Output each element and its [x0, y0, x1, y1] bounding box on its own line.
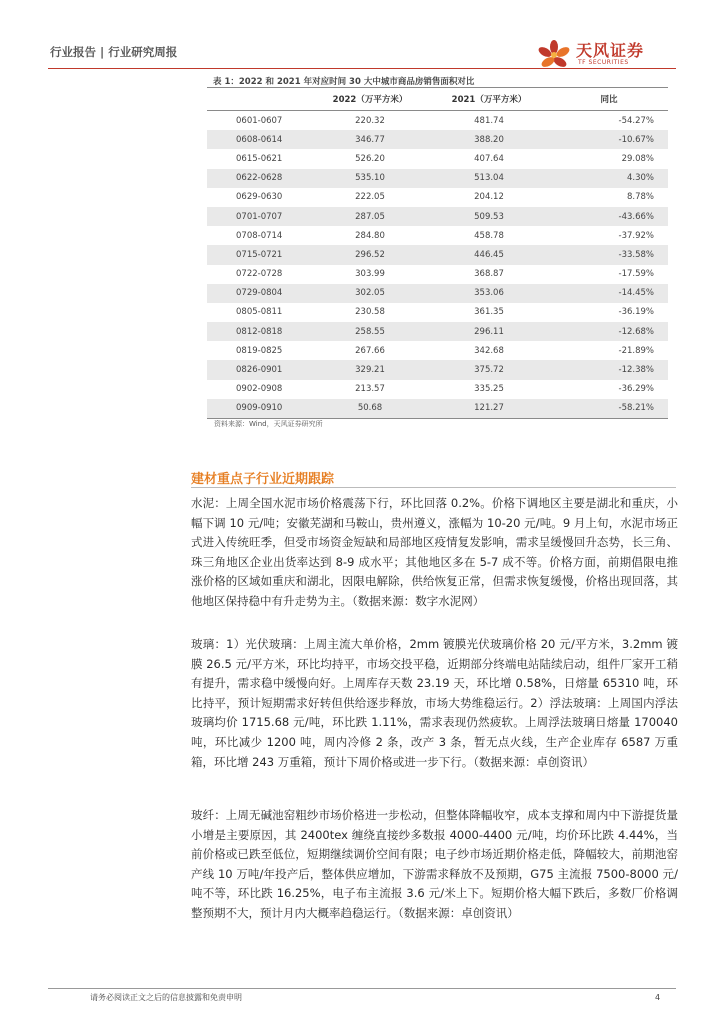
table-cell: -21.89%	[618, 345, 654, 356]
table-cell: 302.05	[312, 284, 428, 303]
table-cell: 287.05	[312, 207, 428, 226]
table-cell: 368.87	[474, 269, 504, 280]
table-row	[207, 188, 668, 207]
section-title: 建材重点子行业近期跟踪	[191, 472, 335, 487]
table-row	[207, 207, 668, 226]
table-cell: 0826-0901	[207, 360, 312, 379]
table-cell: 0622-0628	[207, 169, 312, 188]
table-row	[207, 303, 668, 322]
table-cell: 29.08%	[621, 153, 654, 164]
table-row	[207, 322, 668, 341]
table-row	[207, 399, 668, 419]
table-header-row	[207, 88, 668, 111]
sales-area-table	[207, 87, 668, 419]
table-title: 表 1：2022 和 2021 年对应时间 30 大中城市商品房销售面积对比	[213, 77, 475, 87]
table-row	[207, 111, 668, 131]
table-cell: 0601-0607	[236, 115, 283, 126]
table-row	[207, 284, 668, 303]
table-cell: 213.57	[355, 384, 385, 395]
table-cell: -14.45%	[550, 284, 668, 303]
table-cell: 388.20	[428, 130, 550, 149]
table-cell: 353.06	[428, 284, 550, 303]
table-cell: 526.20	[355, 153, 385, 164]
table-cell: -10.67%	[550, 130, 668, 149]
table-cell: 509.53	[428, 207, 550, 226]
table-cell: 0715-0721	[207, 245, 312, 264]
table-row	[207, 169, 668, 188]
table-cell: 258.55	[312, 322, 428, 341]
page-number: 4	[655, 993, 661, 1002]
table-header-cell	[207, 88, 312, 111]
table-cell: 458.78	[474, 230, 504, 241]
table-cell: 361.35	[474, 307, 504, 318]
table-cell: 0708-0714	[236, 230, 283, 241]
page-header	[48, 38, 676, 70]
table-cell: 204.12	[474, 192, 504, 203]
brand-name: 天风证券	[576, 41, 645, 60]
flower-logo-icon	[526, 38, 574, 70]
table-cell: 267.66	[355, 345, 385, 356]
table-header-cell: 2022（万平方米）	[312, 88, 428, 111]
table-row	[207, 149, 668, 168]
table-cell: -33.58%	[550, 245, 668, 264]
table-cell: 296.11	[428, 322, 550, 341]
table-cell: 481.74	[474, 115, 504, 126]
brand-logo	[526, 38, 676, 70]
table-cell: 0629-0630	[236, 192, 283, 203]
table-cell: 222.05	[355, 192, 385, 203]
table-cell: 535.10	[312, 169, 428, 188]
fiberglass-paragraph: 玻纤：上周无碱池窑粗纱市场价格进一步松动，但整体降幅收窄，成本支撑和周内中下游提货量小增是主要原因，其 2400tex 缠绕直接纱多数报 4000-4400 元/吨，均价环比跌 4.44%，当前价格或已跌至低位，短期继续调价空间有限；电子纱市场近期价格走低，降幅较大，前期池窑产线 10 万吨/年投产后，整体供应增加，下游需求释放不及预期，G75 主流报 7500-8000 元/吨不等，环比跌 16.25%，电子布主流报 3.6 元/米上下。短期价格大幅下跌后，多数厂价格调整预期不大，预计月内大概率趋稳运行。（数据来源：卓创资讯）	[191, 808, 678, 920]
table-cell: 8.78%	[626, 192, 654, 203]
table-cell: 0805-0811	[236, 307, 283, 318]
footer-disclaimer: 请务必阅读正文之后的信息披露和免责申明	[90, 993, 242, 1002]
table-cell: -12.68%	[550, 322, 668, 341]
table-cell: -54.27%	[618, 115, 654, 126]
table-cell: 407.64	[474, 153, 504, 164]
table-cell: -43.66%	[550, 207, 668, 226]
glass-paragraph: 玻璃：1）光伏玻璃：上周主流大单价格，2mm 镀膜光伏玻璃价格 20 元/平方米，3.2mm 镀膜 26.5 元/平方米，环比均持平，市场交投平稳，近期部分终端电站陆续启动，组件厂家开工稍有提升，需求稳中缓慢向好。上周库存天数 23.19 天，环比增 0.58%，日熔量 65310 吨，环比持平，预计短期需求好转但供给逐步释放，市场大势维稳运行。2）浮法玻璃：上周国内浮法玻璃均价 1715.68 元/吨，环比跌 1.11%，需求表现仍然疲软。上周浮法玻璃日熔量 170040 吨，环比减少 1200 吨，周内冷修 2 条，改产 3 条，暂无点火线，生产企业库存 6587 万重箱，环比增 243 万重箱，预计下周价格或进一步下行。（数据来源：卓创资讯）	[191, 637, 678, 769]
table-cell: -37.92%	[618, 230, 654, 241]
table-cell: 329.21	[312, 360, 428, 379]
breadcrumb: 行业报告 | 行业研究周报	[50, 45, 178, 59]
table-cell: 303.99	[355, 269, 385, 280]
table-cell: -12.38%	[550, 360, 668, 379]
table-cell: 284.80	[355, 230, 385, 241]
table-row	[207, 265, 668, 284]
table-cell: 0729-0804	[207, 284, 312, 303]
table-cell: 0819-0825	[236, 345, 283, 356]
cement-paragraph: 水泥：上周全国水泥市场价格震荡下行，环比回落 0.2%。价格下调地区主要是湖北和重庆，小幅下调 10 元/吨；安徽芜湖和马鞍山，贵州遵义，涨幅为 10-20 元/吨。9 月上旬，水泥市场正式进入传统旺季，但受市场资金短缺和局部地区疫情复发影响，需求呈缓慢回升态势，长三角、珠三角地区企业出货率达到 8-9 成水平；其他地区多在 5-7 成不等。价格方面，前期倡限电推涨价格的区域如重庆和湖北，因限电解除，供给恢复正常，但需求恢复缓慢，价格出现回落，其他地区保持稳中有升走势为主。（数据来源：数字水泥网）	[191, 496, 678, 608]
table-cell: 230.58	[355, 307, 385, 318]
table-row	[207, 380, 668, 399]
table-row	[207, 226, 668, 245]
table-cell: -36.19%	[618, 307, 654, 318]
table-header-cell: 2021（万平方米）	[428, 88, 550, 111]
footer-divider	[48, 988, 676, 989]
table-cell: 0902-0908	[236, 384, 283, 395]
brand-name-en: TF SECURITIES	[578, 59, 629, 66]
table-cell: 346.77	[312, 130, 428, 149]
table-cell: 0812-0818	[207, 322, 312, 341]
table-row	[207, 245, 668, 264]
table-cell: 0701-0707	[207, 207, 312, 226]
table-cell: 375.72	[428, 360, 550, 379]
table-cell: 0909-0910	[207, 399, 312, 419]
table-cell: 0722-0728	[236, 269, 283, 280]
table-source: 资料来源：Wind，天风证券研究所	[214, 420, 323, 428]
table-row	[207, 360, 668, 379]
table-cell: 0615-0621	[236, 153, 283, 164]
table-cell: 121.27	[428, 399, 550, 419]
table-cell: 220.32	[355, 115, 385, 126]
table-header-cell: 同比	[550, 88, 668, 111]
table-row	[207, 130, 668, 149]
table-cell: 335.25	[474, 384, 504, 395]
table-cell: 446.45	[428, 245, 550, 264]
table-cell: 50.68	[312, 399, 428, 419]
table-cell: -17.59%	[618, 269, 654, 280]
table-cell: 342.68	[474, 345, 504, 356]
table-cell: 296.52	[312, 245, 428, 264]
table-cell: 4.30%	[550, 169, 668, 188]
table-cell: -58.21%	[550, 399, 668, 419]
table-cell: 0608-0614	[207, 130, 312, 149]
table-cell: -36.29%	[618, 384, 654, 395]
table-cell: 513.04	[428, 169, 550, 188]
section-divider	[191, 487, 676, 488]
header-divider	[48, 68, 676, 69]
table-row	[207, 341, 668, 360]
